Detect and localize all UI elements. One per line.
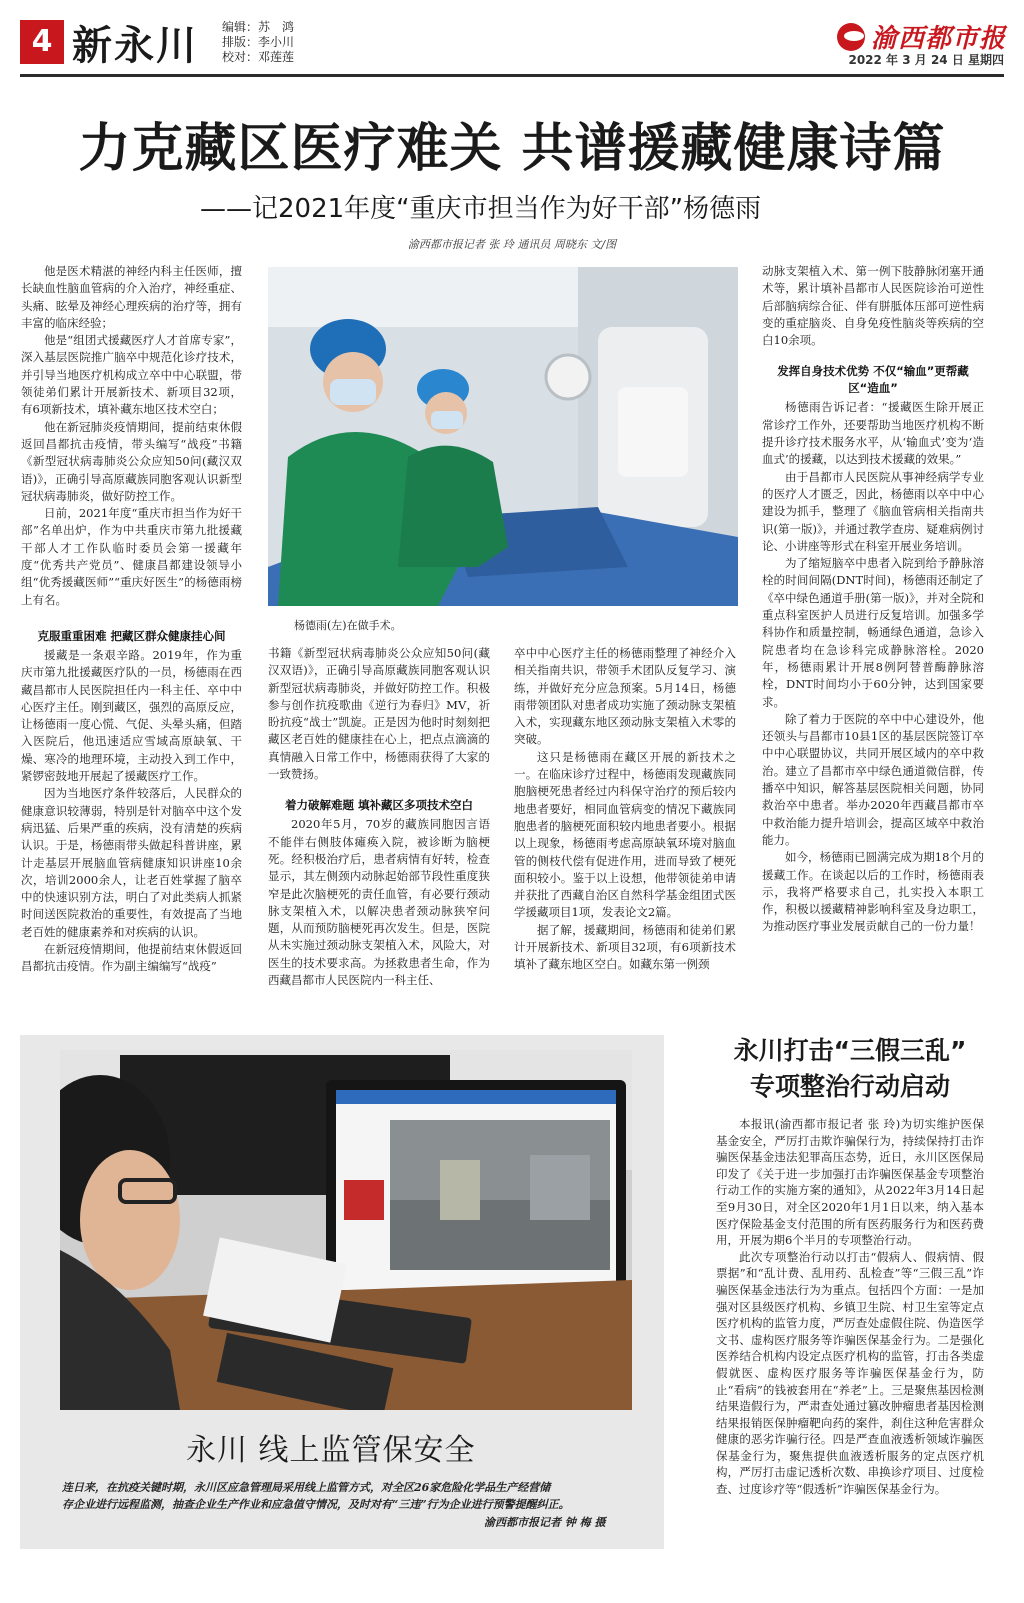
- paper-logo: [837, 18, 1006, 55]
- news-headline-line: 永川打击“三假三乱”: [733, 1036, 967, 1065]
- paragraph: 由于昌都市人民医院从事神经病学专业的医疗人才匮乏，因此，杨德雨以卒中中心建设为抓手，整理了《脑血管病相关指南共识(第一版)》，并通过教学查房、疑难病例讨论、小讲座等形式在科室开展业务培训。: [762, 469, 984, 553]
- news-headline: [700, 1033, 1000, 1105]
- issue-date: 2022 年 3 月 24 日 星期四: [848, 53, 1004, 67]
- paragraph: 动脉支架植入术、第一例下肢静脉闭塞开通术等，累计填补昌都市人民医院诊治可逆性后部脑病综合征、伴有胼胝体压部可逆性病变的重症脑炎、自身免疫性脑炎等疾病的空白10余项。: [762, 264, 984, 348]
- article-byline: 渝西都市报记者 张 玲 通讯员 周晓东 文/图: [407, 238, 617, 251]
- paragraph: 据了解，援藏期间，杨德雨和徒弟们累计开展新技术、新项目32项，有6项新技术填补了藏东地区空白。如藏东第一例颈: [514, 922, 736, 972]
- feature-photo-credit: 渝西都市报记者 钟 梅 摄: [484, 1516, 606, 1529]
- paragraph: 这只是杨德雨在藏区开展的新技术之一。在临床诊疗过程中，杨德雨发现藏族同胞脑梗死患者经过内科保守治疗的预后较内地患者要好，相同血管病变的情况下藏族同胞患者的脑梗死面积较内地患者要小。根据以上现象，杨德雨考虑高原缺氧环境对脑血管的侧枝代偿有促进作用，进而导致了梗死面积较小。鉴于以上设想，他带领徒弟申请并获批了西藏自治区自然科学基金组团式医学援藏项目1项，发表论文2篇。: [514, 749, 736, 920]
- section-subheading: 着力破解难题 填补藏区多项技术空白: [284, 798, 473, 813]
- paragraph: 日前，2021年度“重庆市担当作为好干部”名单出炉，作为中共重庆市第九批援藏干部人才工作队临时委员会第一援藏年度“优秀共产党员”、健康昌都建设领导小组“优秀援藏医师”“重庆好医生”的杨德雨榜上有名。: [21, 506, 242, 607]
- article-column-3: [514, 645, 736, 974]
- paragraph: 他是“组团式援藏医疗人才首席专家”，深入基层医院推广脑卒中规范化诊疗技术，并引导当地医疗机构成立卒中中心联盟，带领徒弟们累计开展新技术、新项目32项，有6项新技术，填补藏东地区技术空白；: [21, 333, 242, 417]
- article-column-1: [21, 263, 242, 609]
- paragraph: 他在新冠肺炎疫情期间，提前结束休假返回昌都抗击疫情，带头编写“战疫”书籍《新型冠状病毒肺炎公众应知50问(藏汉双语)》，正确引导高原藏族同胞客观认识新型冠状病毒肺炎，做好防控工作。: [21, 419, 242, 503]
- paragraph: 在新冠疫情期间，他提前结束休假返回昌都抗击疫情。作为副主编编写“战疫”: [21, 942, 242, 974]
- surgery-photo: [268, 267, 738, 606]
- layout-credit: 排版：李小川: [222, 35, 295, 49]
- paragraph: 除了着力于医院的卒中中心建设外，他还领头与昌都市10县1区的基层医院签订卒中中心联盟协议，共同开展区域内的卒中救治。建立了昌都市卒中绿色通道微信群，传播卒中知识，解答基层医院相关问题，协同救治卒中患者。举办2020年西藏昌都市卒中救治能力提升培训会，提高区域卒中救治能力。: [762, 711, 984, 847]
- paragraph: 因为当地医疗条件较落后，人民群众的健康意识较薄弱，特别是针对脑卒中这个发病迅猛、后果严重的疾病，没有清楚的疾病认识。于是，杨德雨带头做起科普讲座，累计走基层开展脑血管病健康知识讲座10余次，培训2000余人，让老百姓掌握了脑卒中的快速识别方法，明白了对此类病人抓紧时间送医院救治的重要性，有效提高了当地老百姓的健康素养和对疾病的认识。: [21, 786, 242, 939]
- paragraph: 本报讯(渝西都市报记者 张 玲)为切实维护医保基金安全，严厉打击欺诈骗保行为，持续保持打击诈骗医保基金违法犯罪高压态势，近日，永川区医保局印发了《关于进一步加强打击诈骗医保基金专项整治行动工作的实施方案的通知》，从2022年3月14日起至9月30日，对全区2020年1月1日以来，纳入基本医疗保险基金支付范围的所有医药服务行为和医药费用，开展为期6个半月的专项整治行动。: [716, 1117, 984, 1248]
- feature-title: 永川 线上监管保安全: [186, 1433, 476, 1468]
- article-column-2: [268, 645, 490, 989]
- section-subheading: 发挥自身技术优势 不仅“输血”更帮藏区“造血”: [777, 364, 969, 396]
- paragraph: 2020年5月，70岁的藏族同胞因言语不能伴右侧肢体瘫痪入院，被诊断为脑梗死。经积极治疗后，患者病情有好转，检查显示，其左侧颈内动脉起始部节段性重度狭窄是此次脑梗死的责任血管，有必要行颈动脉支架植入术，以解决患者颈动脉狭窄问题，从而预防脑梗死再次发生。但是，医院从未实施过颈动脉支架植入术，风险大，对医生的技术要求高。为拯救患者生命，作为西藏昌都市人民医院内一科主任、: [268, 817, 490, 988]
- paragraph: 如今，杨德雨已圆满完成为期18个月的援藏工作。在谈起以后的工作时，杨德雨表示，我将严格要求自己，扎实投入本职工作，积极以援藏精神影响科室及身边职工，为推动医疗事业发展贡献自己的一份力量！: [762, 850, 984, 934]
- header-divider: [20, 74, 1004, 77]
- editor-credit: 编辑：苏 鸿: [222, 20, 295, 34]
- paragraph: 为了缩短脑卒中患者入院到给予静脉溶栓的时间间隔(DNT时间)，杨德雨还制定了《卒中绿色通道手册(第一版)》，并对全院和重点科室医护人员进行反复培训。加强多学科协作和质量控制，畅通绿色通道，急诊入院患者均在急诊科完成静脉溶栓。2020年，杨德雨累计开展8例阿替普酶静脉溶栓，DNT时间均小于60分钟，达到国家要求。: [762, 556, 984, 709]
- section-title: 新永川: [72, 22, 198, 69]
- proof-credit: 校对：邓莲莲: [222, 50, 295, 64]
- paragraph: 此次专项整治行动以打击“假病人、假病情、假票据”和“乱计费、乱用药、乱检查”等“三假三乱”诈骗医保基金违法行为为重点。包括四个方面：一是加强对区县级医疗机构、乡镇卫生院、村卫生室等定点医疗机构的监管力度，严厉查处虚假住院、伪造医学文书、虚构医疗服务等诈骗医保基金行为。二是强化医养结合机构内设定点医疗机构的监管，打击各类虚假就医、虚构医疗服务等诈骗医保基金行为，防止“看病”的钱被套用在“养老”上。三是聚焦基因检测结果造假行为，严肃查处通过篡改肿瘤患者基因检测结果报销医保肿瘤靶向药的案件，刹住这种危害群众健康的恶劣诈骗行径。四是严查血液透析领域诈骗医保基金行为，聚焦提供血液透析服务的定点医疗机构，严厉打击虚记透析次数、串换诊疗项目、过度检查、过度诊疗等“假透析”诈骗医保基金行为。: [716, 1249, 984, 1497]
- feature-caption: [62, 1479, 630, 1513]
- article-headline: 力克藏区医疗难关 共谱援藏健康诗篇: [78, 119, 946, 179]
- feature-caption-line: 连日来，在抗疫关键时期，永川区应急管理局采用线上监管方式，对全区26家危险化学品生产经营储: [62, 1481, 551, 1494]
- surgery-photo-illustration: [268, 267, 738, 606]
- feature-caption-line: 存企业进行远程监测，抽查企业生产作业和应急值守情况，及时对有“三违”行为企业进行预警提醒纠正。: [62, 1498, 570, 1511]
- article-column-1-lower: [21, 628, 242, 976]
- paragraph: 杨德雨告诉记者：“援藏医生除开展正常诊疗工作外，还要帮助当地医疗机构不断提升诊疗技术服务水平，从‘输血式’变为‘造血式’的援藏，以达到技术援藏的效果。”: [762, 400, 984, 467]
- paper-logo-icon: [837, 23, 865, 51]
- photo-caption: 杨德雨(左)在做手术。: [294, 619, 402, 632]
- paragraph: 援藏是一条艰辛路。2019年，作为重庆市第九批援藏医疗队的一员，杨德雨在西藏昌都市人民医院担任内一科主任、卒中中心医疗主任。刚到藏区，强烈的高原反应，让杨德雨一度心慌、气促、头晕头痛，但踏入医院后，他迅速适应雪域高原缺氧、干燥、寒冷的地理环境，主动投入到工作中，紧锣密鼓地开展起了援藏医疗工作。: [21, 648, 242, 784]
- article-column-4: [762, 263, 984, 936]
- monitoring-photo-illustration: [60, 1050, 632, 1410]
- news-headline-line: 专项整治行动启动: [749, 1072, 950, 1101]
- editor-credits: [222, 20, 294, 65]
- page-number: 4: [20, 20, 64, 64]
- paper-name: 渝西都市报: [870, 24, 1006, 54]
- article-subheadline: ——记2021年度“重庆市担当作为好干部”杨德雨: [200, 194, 762, 224]
- paragraph: 他是医术精湛的神经内科主任医师，擅长缺血性脑血管病的介入治疗，神经重症、头痛、眩晕及神经心理疾病的治疗等，拥有丰富的临床经验；: [21, 264, 242, 330]
- news-body: [716, 1116, 984, 1498]
- paragraph: 书籍《新型冠状病毒肺炎公众应知50问(藏汉双语)》，正确引导高原藏族同胞客观认识新型冠状病毒肺炎，并做好防控工作。积极参与创作抗疫歌曲《逆行为春归》MV，祈盼抗疫“战士”凯旋。正是因为他时时刻刻把藏区老百姓的健康挂在心上，把点点滴滴的真情融入日常工作中，杨德雨获得了大家的一致赞扬。: [268, 646, 490, 782]
- monitoring-photo: [60, 1050, 632, 1410]
- section-subheading: 克服重重困难 把藏区群众健康挂心间: [37, 629, 226, 643]
- paragraph: 卒中中心医疗主任的杨德雨整理了神经介入相关指南共识，带领手术团队反复学习、演练，并做好充分应急预案。5月14日，杨德雨带领团队对患者成功实施了颈动脉支架植入术，实现藏东地区颈动脉支架植入术零的突破。: [514, 646, 736, 747]
